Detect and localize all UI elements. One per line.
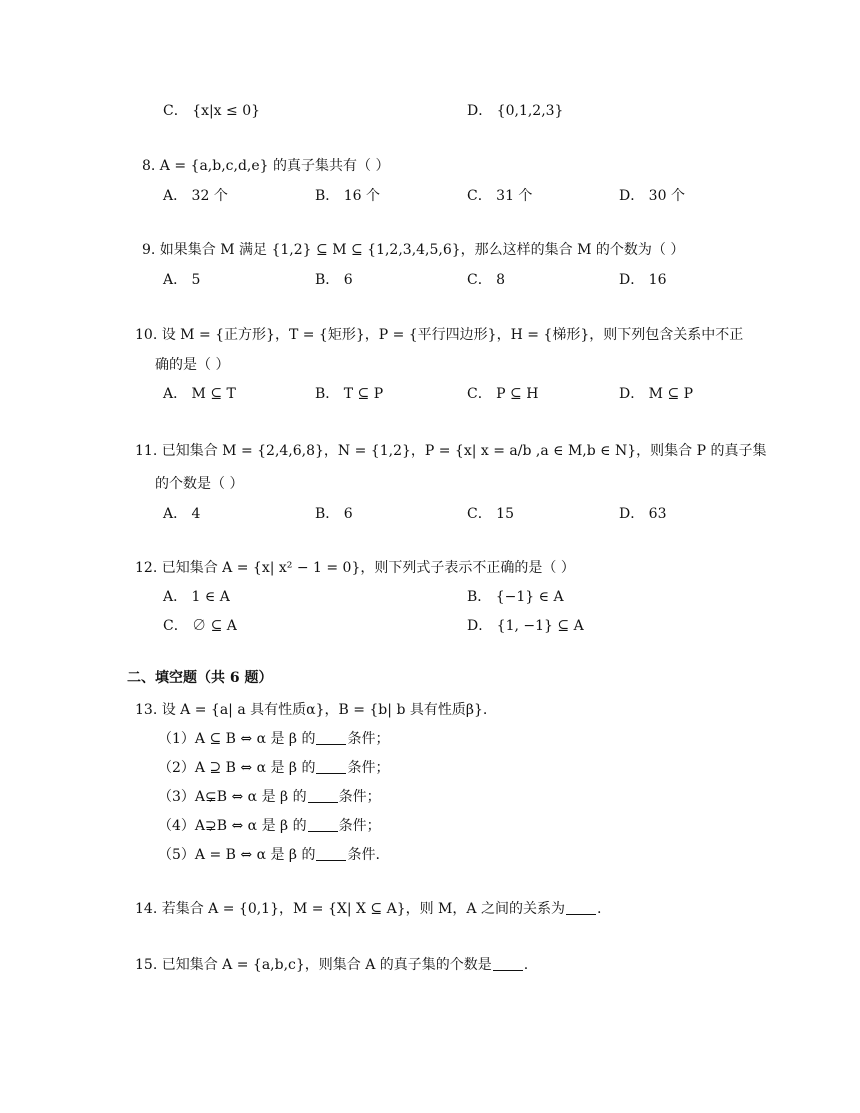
q10-option-a: A． M ⊆ T [163, 386, 236, 402]
answer-blank[interactable] [316, 730, 346, 745]
q15-stem: 15. 已知集合 A = {a,b,c}，则集合 A 的真子集的个数是 . [135, 957, 529, 973]
q14-stem: 14. 若集合 A = {0,1}，M = {X| X ⊆ A}，则 M，A 之间的关系为 . [135, 901, 602, 917]
q8-option-b: B． 16 个 [315, 188, 381, 204]
q13-part-3: （3）A⊊B ⇔ α 是 β 的 条件； [158, 789, 381, 805]
q8-stem: 8. A = {a,b,c,d,e} 的真子集共有（ ） [142, 158, 390, 174]
q12-stem: 12. 已知集合 A = {x| x² − 1 = 0}，则下列式子表示不正确的是（ ） [135, 560, 575, 576]
q12-option-c: C． ∅ ⊆ A [163, 618, 237, 634]
section-title: 二、填空题（共 6 题） [127, 670, 273, 686]
q12-option-b: B． {−1} ∈ A [467, 589, 564, 605]
q10-option-d: D． M ⊆ P [619, 386, 694, 402]
q8-option-a: A． 32 个 [163, 188, 228, 204]
answer-blank[interactable] [308, 788, 338, 803]
q9-option-c: C． 8 [467, 272, 506, 288]
q8-option-c: C． 31 个 [467, 188, 533, 204]
q11-stem-line2: 的个数是（ ） [155, 476, 244, 492]
q12-option-a: A． 1 ∈ A [163, 589, 230, 605]
q9-option-b: B． 6 [315, 272, 353, 288]
q7-option-c: C． {x|x ≤ 0} [163, 103, 261, 119]
q8-option-d: D． 30 个 [619, 188, 685, 204]
q11-option-a: A． 4 [163, 506, 201, 522]
answer-blank[interactable] [566, 900, 596, 915]
answer-blank[interactable] [308, 817, 338, 832]
q11-stem-line1: 11. 已知集合 M = {2,4,6,8}，N = {1,2}，P = {x| x = a/b ,a ∈ M,b ∈ N}，则集合 P 的真子集 [135, 443, 767, 459]
q10-stem-line1: 10. 设 M = {正方形}，T = {矩形}，P = {平行四边形}，H = {梯形}，则下列包含关系中不正 [135, 327, 744, 343]
q9-option-a: A． 5 [163, 272, 201, 288]
q9-option-d: D． 16 [619, 272, 667, 288]
q11-option-b: B． 6 [315, 506, 353, 522]
q10-option-b: B． T ⊆ P [315, 386, 384, 402]
answer-blank[interactable] [316, 846, 346, 861]
q12-option-d: D． {1, −1} ⊆ A [467, 618, 584, 634]
q13-part-4: （4）A⊋B ⇔ α 是 β 的 条件； [158, 818, 381, 834]
q9-stem: 9. 如果集合 M 满足 {1,2} ⊆ M ⊆ {1,2,3,4,5,6}，那么这样的集合 M 的个数为（ ） [142, 242, 685, 258]
q10-option-c: C． P ⊆ H [467, 386, 539, 402]
q7-option-d: D． {0,1,2,3} [467, 103, 564, 119]
q13-part-1: （1）A ⊆ B ⇔ α 是 β 的 条件； [158, 731, 390, 747]
q10-stem-line2: 确的是（ ） [155, 357, 230, 373]
q13-part-5: （5）A = B ⇔ α 是 β 的 条件. [158, 847, 380, 863]
q13-stem: 13. 设 A = {a| a 具有性质α}，B = {b| b 具有性质β}. [135, 702, 488, 718]
answer-blank[interactable] [493, 956, 523, 971]
q13-part-2: （2）A ⊇ B ⇔ α 是 β 的 条件； [158, 760, 390, 776]
q11-option-d: D． 63 [619, 506, 667, 522]
q11-option-c: C． 15 [467, 506, 514, 522]
answer-blank[interactable] [316, 759, 346, 774]
